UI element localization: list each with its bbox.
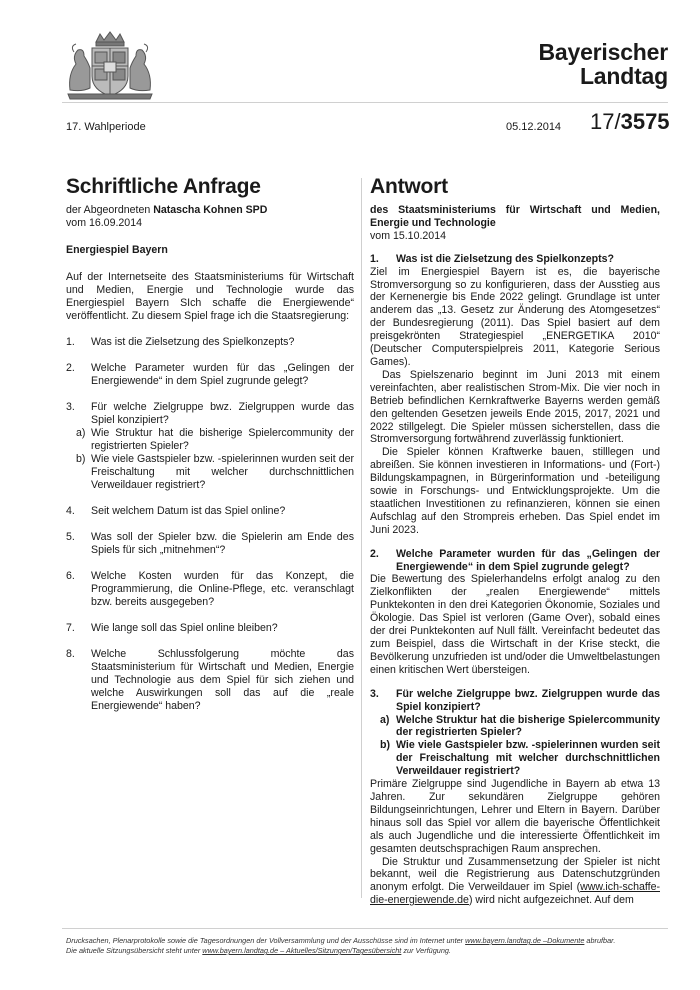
footer xyxy=(66,936,672,956)
answer-subquestion-text: Welche Struktur hat die bisherige Spielercommunity der registrierten Spieler? xyxy=(396,713,660,739)
website-link[interactable]: www.ich-schaffe-die-energiewende.de xyxy=(370,881,660,907)
footer-documents-link[interactable]: www.bayern.landtag.de –Dokumente xyxy=(465,936,585,945)
answer-2-paragraph-1: Die Bewertung des Spielerhandelns erfolgt analog zu den Zielkonflikten der „realen Energiewende“ mittels Punktekonten in den drei Kategorien Ökonomie, Soziales und Ökologie. Das Spiel ist verloren (Game Over), sobald eines der drei Punktekonten auf Null fällt. Vereinfacht bedeutet das zum Beispiel, dass die Wirtschaft in der Krise steckt, die Bevölkerung unzufrieden ist und/oder die Umweltbelastungen einen kritischen Wert übersteigen. xyxy=(370,573,660,676)
answer-3a-question xyxy=(370,714,660,740)
question-number: 5. xyxy=(66,531,75,543)
header-divider xyxy=(62,102,668,103)
institution-line-1: Bayerischer xyxy=(538,39,668,65)
question-number: 8. xyxy=(66,648,75,660)
question-text: Wie lange soll das Spiel online bleiben? xyxy=(91,622,278,634)
footer-line-2-end: zur Verfügung. xyxy=(401,946,451,955)
subquestion-letter: a) xyxy=(76,427,86,439)
footer-divider xyxy=(62,928,668,929)
inquiry-topic: Energiespiel Bayern xyxy=(66,244,168,256)
inquiry-title: Schriftliche Anfrage xyxy=(66,175,261,198)
footer-line-2-text: Die aktuelle Sitzungsübersicht steht unter xyxy=(66,946,203,955)
question-number: 7. xyxy=(66,622,75,634)
document-number-prefix: 17/ xyxy=(590,109,621,134)
question-8 xyxy=(66,648,354,713)
question-text: Welche Schlussfolgerung möchte das Staatsministerium für Wirtschaft und Medien, Energie und Technologie aus dem Spiel für sich ziehen und welche Auswirkungen soll das auf die „reale Energiewende“ haben? xyxy=(91,648,354,712)
question-text: Seit welchem Datum ist das Spiel online? xyxy=(91,505,286,517)
question-text: Welche Parameter wurden für das „Gelingen der Energiewende“ in dem Spiel zugrunde gelegt? xyxy=(91,362,354,387)
question-text: Für welche Zielgruppe bwz. Zielgruppen wurde das Spiel konzipiert? xyxy=(91,401,354,426)
question-5 xyxy=(66,531,354,557)
answer-3-paragraph-1: Primäre Zielgruppe sind Jugendliche in Bayern ab etwa 13 Jahren. Zur sekundären Zielgruppe gehören Bildungseinrichtungen, Lehrer und Eltern in Bayern. Darüber hinaus soll das Spiel vor allem die bayerische Öffentlichkeit als auch Jugendliche und die interessierte Öffentlichkeit im gesamten deutschsprachigen Raum ansprechen. xyxy=(370,778,660,855)
wahlperiode: 17. Wahlperiode xyxy=(66,121,146,133)
answer-subquestion-letter: b) xyxy=(380,739,390,752)
answer-1-question xyxy=(370,253,660,266)
footer-sessions-link[interactable]: www.bayern.landtag.de – Aktuelles/Sitzungen/Tagesübersicht xyxy=(202,946,402,955)
question-text: Was soll der Spieler bzw. die Spielerin am Ende des Spiels für sich „mitnehmen“? xyxy=(91,531,354,556)
inquiry-author: Natascha Kohnen SPD xyxy=(153,204,268,216)
inquiry-intro: Auf der Internetseite des Staatsministeriums für Wirtschaft und Medien, Energie und Technologie wurde das Energiespiel Bayern SIch schaffe die Energiewende“ veröffentlicht. Zu diesem Spiel frage ich die Staatsregierung: xyxy=(66,271,354,322)
question-2 xyxy=(66,362,354,388)
institution-name xyxy=(528,40,668,88)
answer-question-text: Welche Parameter wurden für das „Gelingen der Energiewende“ in dem Spiel zugrunde gelegt? xyxy=(396,547,660,573)
footer-line-2 xyxy=(66,946,672,956)
subquestion-text: Wie viele Gastspieler bzw. -spielerinnen wurden seit der Freischaltung mit welcher durchschnittlichen Verweildauer registriert? xyxy=(91,453,354,491)
question-4 xyxy=(66,505,354,518)
answer-subquestion-letter: a) xyxy=(380,713,390,726)
answer-number: 2. xyxy=(370,547,379,560)
coat-of-arms-logo xyxy=(62,28,158,100)
institution-line-2: Landtag xyxy=(579,63,668,89)
answer-3-paragraph-2-start: Die Struktur und Zusammensetzung der Spieler ist nicht bekannt, weil die Registrierung aus Datenschutzgründen anonym erfolgt. Die Verweildauer im Spiel ( xyxy=(370,855,660,894)
answer-1-paragraph-1: Ziel im Energiespiel Bayern ist es, die bayerische Stromversorgung so zu konfigurieren, dass der Ausstieg aus der Kernenergie bis Ende 2022 gelingt. Grundlage ist unter anderem das „13. Gesetz zur Änderung des Atomgesetzes“ der Bundesregierung (2011). Das Spiel basiert auf dem preisgekrönten Strategiespiel „ENERGETIKA 2010“ (Deutscher Computerspielpreis 2011, Kategorie Serious Games). xyxy=(370,265,660,368)
question-text: Welche Kosten wurden für das Konzept, die Programmierung, die Online-Pflege, etc. veranschlagt bzw. bereits ausgegeben? xyxy=(91,570,354,608)
footer-line-1-end: abrufbar. xyxy=(584,936,616,945)
inquiry-column xyxy=(66,175,354,726)
column-divider xyxy=(361,178,362,898)
footer-line-1 xyxy=(66,936,672,946)
question-text: Was ist die Zielsetzung des Spielkonzepts? xyxy=(91,336,295,348)
question-3b xyxy=(66,453,354,492)
inquiry-author-block xyxy=(66,204,354,230)
answer-3b-question xyxy=(370,739,660,778)
document-number xyxy=(590,110,670,134)
question-7 xyxy=(66,622,354,635)
answer-3-paragraph-2 xyxy=(370,856,660,908)
inquiry-author-prefix: der Abgeordneten xyxy=(66,204,154,216)
answer-question-text: Für welche Zielgruppe bwz. Zielgruppen wurde das Spiel konzipiert? xyxy=(396,687,660,713)
inquiry-date: vom 16.09.2014 xyxy=(66,217,142,229)
question-number: 1. xyxy=(66,336,75,348)
answer-2-question xyxy=(370,548,660,574)
answer-date: vom 15.10.2014 xyxy=(370,229,446,242)
question-number: 4. xyxy=(66,505,75,517)
footer-line-1-text: Drucksachen, Plenarprotokolle sowie die Tagesordnungen der Vollversammlung und der Ausschüsse sind im Internet unter xyxy=(66,936,466,945)
answer-1-paragraph-3: Die Spieler können Kraftwerke bauen, stilllegen und abreißen. Sie können investieren in Informations- und (Fort-) Bildungskampagnen, in Bürgerinformation und -beteiligung sowie in Forschungs- und Entwicklungsprojekte. Um die staatlichen Investitionen zu refinanzieren, können sie einen Aufschlag auf den Strompreis erheben. Das Spiel endet im Juni 2023. xyxy=(370,446,660,536)
question-number: 3. xyxy=(66,401,75,413)
question-3 xyxy=(66,401,354,427)
answer-question-text: Was ist die Zielsetzung des Spielkonzepts? xyxy=(396,252,614,265)
answer-number: 1. xyxy=(370,252,379,265)
question-3a xyxy=(66,427,354,453)
answer-3-question xyxy=(370,688,660,714)
question-number: 6. xyxy=(66,570,75,582)
answer-number: 3. xyxy=(370,687,379,700)
document-number-value: 3575 xyxy=(620,109,670,134)
answer-column xyxy=(370,175,660,907)
answer-subquestion-text: Wie viele Gastspieler bzw. -spielerinnen wurden seit der Freischaltung mit welcher durchschnittlichen Verweildauer registriert? xyxy=(396,739,660,778)
question-1 xyxy=(66,336,354,349)
document-date: 05.12.2014 xyxy=(506,121,562,133)
answer-title: Antwort xyxy=(370,175,448,198)
answer-from: des Staatsministeriums für Wirtschaft und Medien, Energie und Technologie xyxy=(370,204,660,229)
subquestion-letter: b) xyxy=(76,453,86,465)
question-number: 2. xyxy=(66,362,75,374)
question-6 xyxy=(66,570,354,609)
answer-3-paragraph-2-end: ) wird nicht aufgezeichnet. Auf dem xyxy=(468,894,634,907)
subquestion-text: Wie Struktur hat die bisherige Spielercommunity der registrierten Spieler? xyxy=(91,427,354,452)
answer-1-paragraph-2: Das Spielszenario beginnt im Juni 2013 mit einem vereinfachten, aber realistischen Strom-Mix. Die vier noch in Betrieb befindlichen Kernkraftwerke Bayerns werden gemäß den geltenden Gesetzen jeweils Ende 2015, 2017, 2021 und 2022 stillgelegt. Die Spieler müssen sicherstellen, dass die Stromversorgung fortwährend zuverlässig funktioniert. xyxy=(370,368,660,446)
